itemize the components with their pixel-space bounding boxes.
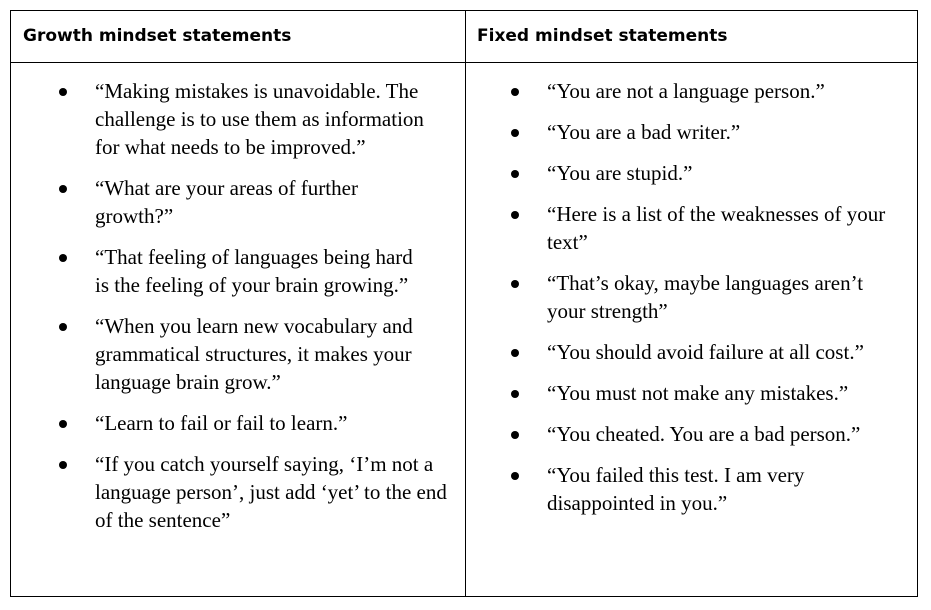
growth-statement: “That feeling of languages being hard is the feeling of your brain growing.” [95,245,413,297]
growth-statement: “If you catch yourself saying, ‘I’m not a language person’, just add ‘yet’ to the end of the sentence” [95,452,447,532]
bullet-icon [511,349,519,357]
bullet-icon [59,420,67,428]
bullet-icon [511,211,519,219]
list-item [511,461,887,517]
list-item [59,77,425,161]
fixed-statement: “You are not a language person.” [547,79,825,103]
growth-mindset-list [59,77,499,534]
growth-statement: “Learn to fail or fail to learn.” [95,411,348,435]
list-item [59,174,405,230]
list-item [511,420,877,448]
bullet-icon [59,461,67,469]
list-item [511,159,917,187]
fixed-mindset-list [511,77,931,517]
list-item [511,338,887,366]
growth-mindset-header: Growth mindset statements [23,26,292,46]
fixed-statement: “You failed this test. I am very disappointed in you.” [547,463,805,515]
list-item [511,379,931,407]
fixed-mindset-column [511,63,931,530]
bullet-icon [59,185,67,193]
bullet-icon [511,129,519,137]
fixed-statement: “You should avoid failure at all cost.” [547,340,864,364]
list-item [511,118,917,146]
list-item [511,200,909,256]
fixed-statement: “You are a bad writer.” [547,120,741,144]
list-item [59,409,465,437]
bullet-icon [511,280,519,288]
bullet-icon [59,88,67,96]
bullet-icon [511,431,519,439]
mindset-statements-table [10,10,918,597]
growth-mindset-column [59,63,499,547]
list-item [59,312,465,396]
fixed-mindset-header: Fixed mindset statements [477,26,728,46]
list-item [59,450,465,534]
list-item [511,269,887,325]
fixed-statement: “You cheated. You are a bad person.” [547,422,861,446]
bullet-icon [511,390,519,398]
growth-statement: “What are your areas of further growth?” [95,176,358,228]
bullet-icon [511,88,519,96]
bullet-icon [59,323,67,331]
fixed-statement: “You are stupid.” [547,161,693,185]
fixed-statement: “You must not make any mistakes.” [547,381,849,405]
list-item [511,77,917,105]
fixed-statement: “That’s okay, maybe languages aren’t your strength” [547,271,864,323]
growth-statement: “When you learn new vocabulary and grammatical structures, it makes your language brain grow.” [95,314,413,394]
growth-statement: “Making mistakes is unavoidable. The challenge is to use them as information for what needs to be improved.” [95,79,424,159]
bullet-icon [511,170,519,178]
bullet-icon [511,472,519,480]
bullet-icon [59,254,67,262]
fixed-statement: “Here is a list of the weaknesses of your text” [547,202,886,254]
list-item [59,243,425,299]
